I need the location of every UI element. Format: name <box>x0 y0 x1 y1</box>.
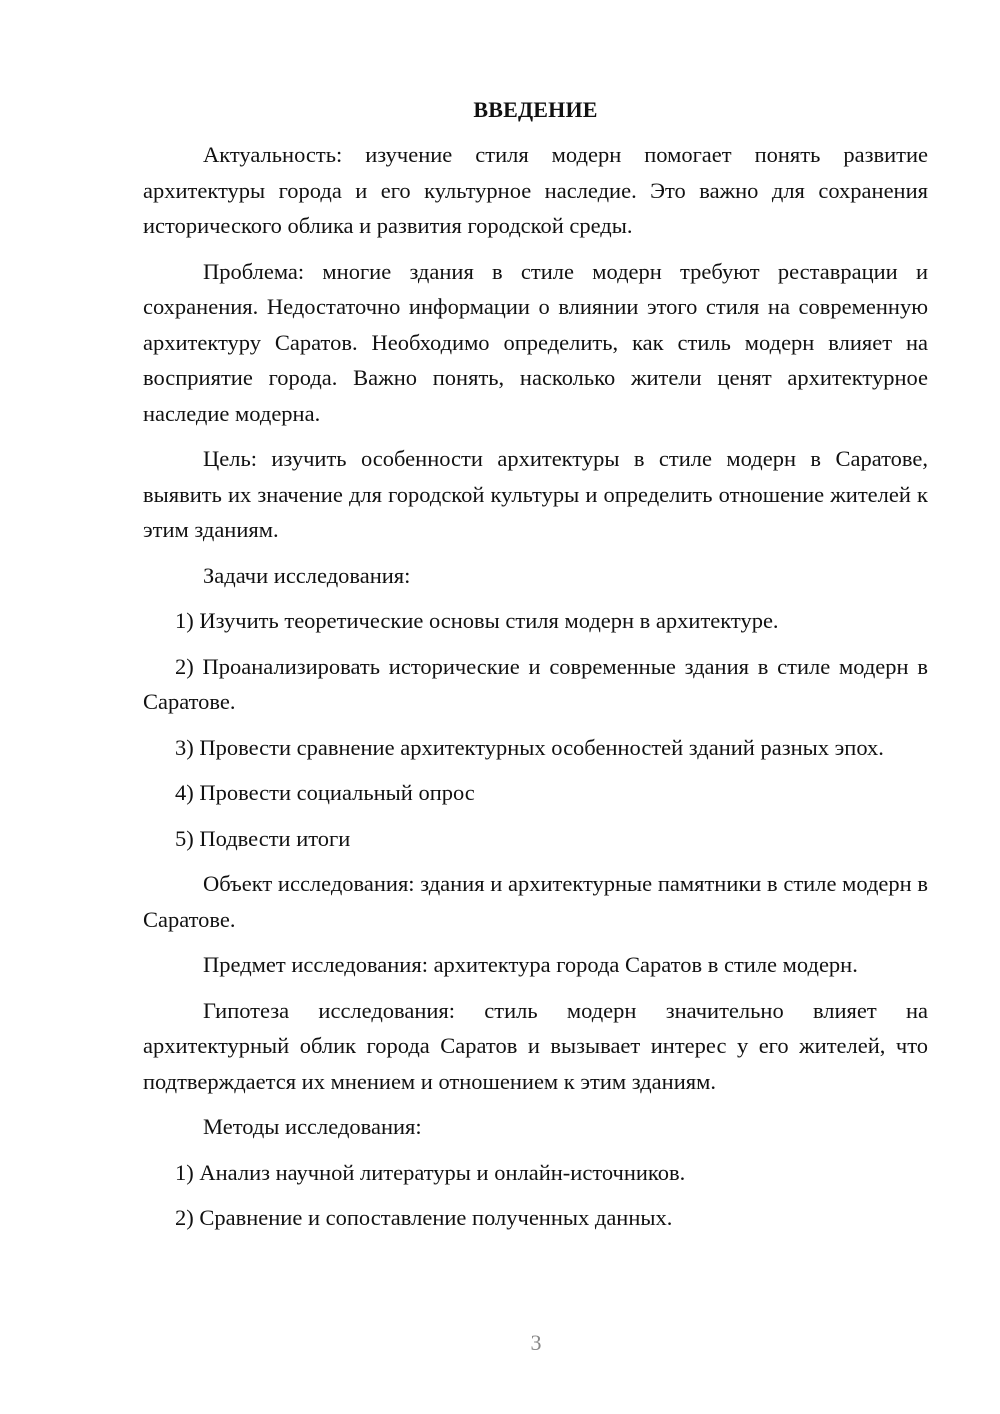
paragraph-relevance: Актуальность: изучение стиля модерн помогает понять развитие архитектуры города и его культурное наследие. Это важно для сохранения исторического облика и развития городской среды. <box>143 142 928 238</box>
paragraph-hypothesis: Гипотеза исследования: стиль модерн значительно влияет на архитектурный облик города Саратов и вызывает интерес у его жителей, что подтверждается их мнением и отношением к этим зданиям. <box>143 997 928 1094</box>
task-item-4: 4) Провести социальный опрос <box>175 780 475 805</box>
paragraph-subject: Предмет исследования: архитектура города Саратов в стиле модерн. <box>203 952 858 977</box>
document-page <box>143 95 928 1246</box>
tasks-heading: Задачи исследования: <box>203 562 411 588</box>
task-item-3: 3) Провести сравнение архитектурных особенностей зданий разных эпох. <box>175 734 884 760</box>
section-title: ВВЕДЕНИЕ <box>473 97 598 122</box>
paragraph-goal: Цель: изучить особенности архитектуры в стиле модерн в Саратове, выявить их значение для городской культуры и определить отношение жителей к этим зданиям. <box>143 446 928 542</box>
method-item-2: 2) Сравнение и сопоставление полученных данных. <box>175 1205 673 1230</box>
methods-heading: Методы исследования: <box>203 1114 422 1139</box>
task-item-5: 5) Подвести итоги <box>175 825 351 851</box>
task-item-1: 1) Изучить теоретические основы стиля модерн в архитектуре. <box>175 608 779 633</box>
page-number: 3 <box>530 1330 542 1355</box>
paragraph-object: Объект исследования: здания и архитектурные памятники в стиле модерн в Саратове. <box>143 871 928 932</box>
paragraph-problem: Проблема: многие здания в стиле модерн требуют реставрации и сохранения. Недостаточно информации о влиянии этого стиля на современную архитектуру Саратов. Необходимо определить, как стиль модерн влияет на восприятие города. Важно понять, насколько жители ценят архитектурное наследие модерна. <box>143 258 928 426</box>
method-item-1: 1) Анализ научной литературы и онлайн-источников. <box>175 1159 686 1185</box>
task-item-2: 2) Проанализировать исторические и современные здания в стиле модерн в Саратове. <box>143 653 928 714</box>
